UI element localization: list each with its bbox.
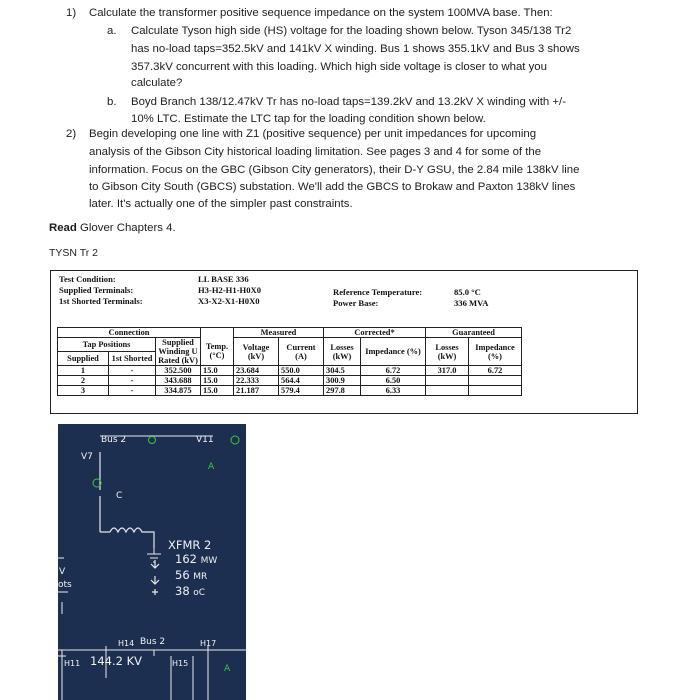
table-row: 2 - 343.688 15.0 22.333 564.4 300.9 6.50 — [58, 376, 522, 386]
temp-unit: oC — [193, 588, 206, 598]
mw-value: 162 — [175, 552, 197, 566]
v11-label: V11 — [196, 435, 214, 445]
test-condition-value: LL BASE 336 — [198, 274, 249, 284]
h17-label: H17 — [200, 639, 217, 648]
mr-reading — [175, 570, 207, 583]
xfmr-label: XFMR 2 — [168, 538, 212, 552]
transformer-test-report — [50, 270, 638, 414]
bus2-bottom-label: Bus 2 — [140, 637, 166, 647]
q1a-line: has no-load taps=352.5kV and 141kV X winding. Bus 1 shows 355.1kV and Bus 3 shows — [131, 43, 580, 55]
mw-reading — [175, 554, 217, 567]
group-connection: Connection — [58, 328, 201, 338]
group-corrected: Corrected* — [324, 328, 426, 338]
read-label: Read — [49, 222, 77, 234]
scada-one-line-drawing — [58, 424, 246, 700]
left-v-label: V — [59, 567, 66, 577]
q2-line: to Gibson City South (GBCS) substation. We'll add the GBCS to Brokaw and Paxton 138kV lines — [89, 181, 576, 193]
voltage-header: Voltage (kV) — [234, 338, 279, 366]
h11-label: H11 — [64, 659, 81, 668]
a-label: A — [208, 462, 215, 472]
current-header: Current (A) — [279, 338, 324, 366]
left-ots-label: ots — [58, 580, 72, 590]
power-base-label: Power Base: — [333, 298, 379, 308]
q2-number: 2) — [66, 128, 77, 140]
temp-value: 38 — [175, 584, 190, 598]
mw-unit: MW — [200, 556, 218, 566]
q1b-line: Boyd Branch 138/12.47kV Tr has no-load taps=139.2kV and 13.2kV X winding with +/- — [131, 96, 567, 108]
q2-line: analysis of the Gibson City historical loading limitation. See pages 3 and 4 for some of the — [89, 146, 542, 158]
table-row: 1 - 352.500 15.0 23.684 550.0 304.5 6.72 317.0 6.72 — [58, 366, 522, 376]
q1a-line: Calculate Tyson high side (HS) voltage for the loading shown below. Tyson 345/138 Tr2 — [131, 25, 572, 37]
temp-reading — [175, 586, 205, 599]
supplied-terminals-value: H3-H2-H1-H0X0 — [198, 285, 262, 295]
bus2-label: Bus 2 — [101, 435, 127, 445]
h15-label: H15 — [172, 659, 189, 668]
losses-header: Losses (kW) — [324, 338, 361, 366]
scada-screenshot — [58, 424, 246, 700]
a-bottom-label: A — [224, 664, 231, 674]
mr-value: 56 — [175, 568, 190, 582]
reference-temperature-label: Reference Temperature: — [333, 287, 423, 297]
q1a-line: 357.3kV concurrent with this loading. Which high side voltage is closer to what you — [131, 61, 547, 73]
group-guaranteed: Guaranteed — [426, 328, 522, 338]
h14-label: H14 — [118, 639, 135, 648]
v7-label: V7 — [81, 452, 93, 462]
tap-positions-header: Tap Positions — [58, 338, 156, 352]
tysn-label: TYSN Tr 2 — [49, 247, 99, 259]
supplied-terminals-label: Supplied Terminals: — [59, 285, 134, 295]
read-line — [49, 221, 176, 235]
supplied-header: Supplied — [58, 352, 109, 366]
q2-line: later. It's actually one of the simpler past constraints. — [89, 198, 353, 210]
q1b-line: 10% LTC. Estimate the LTC tap for the loading condition shown below. — [131, 113, 486, 125]
q2-line: Begin developing one line with Z1 (positive sequence) per unit impedances for upcoming — [89, 128, 537, 140]
test-data-table — [57, 327, 522, 396]
shorted-header: 1st Shorted — [109, 352, 156, 366]
reference-temperature-value: 85.0 °C — [454, 287, 481, 297]
impedance-header: Impedance (%) — [361, 338, 426, 366]
shorted-terminals-label: 1st Shorted Terminals: — [59, 296, 143, 306]
table-row: 3 - 334.875 15.0 21.187 579.4 297.8 6.33 — [58, 386, 522, 396]
q1a-letter: a. — [107, 25, 117, 37]
read-text: Glover Chapters 4. — [80, 222, 176, 234]
supplied-winding-header: Supplied Winding U Rated (kV) — [156, 338, 201, 366]
q1-text: Calculate the transformer positive sequence impedance on the system 100MVA base. Then: — [89, 7, 553, 19]
group-measured: Measured — [234, 328, 324, 338]
mr-unit: MR — [193, 572, 208, 582]
q1a-line: calculate? — [131, 77, 183, 89]
power-base-value: 336 MVA — [454, 298, 489, 308]
test-condition-label: Test Condition: — [59, 274, 116, 284]
guaranteed-losses-header: Losses (kW) — [426, 338, 469, 366]
q1b-letter: b. — [107, 96, 117, 108]
temp-header: Temp. (°C) — [201, 338, 234, 366]
q2-line: information. Focus on the GBC (Gibson City generators), their D-Y GSU, the 2.84 mile 138kV line — [89, 164, 580, 176]
q1-number: 1) — [66, 7, 77, 19]
kv-reading: 144.2 KV — [90, 654, 142, 668]
guaranteed-impedance-header: Impedance (%) — [469, 338, 522, 366]
shorted-terminals-value: X3-X2-X1-H0X0 — [198, 296, 260, 306]
c-label: C — [116, 491, 123, 501]
